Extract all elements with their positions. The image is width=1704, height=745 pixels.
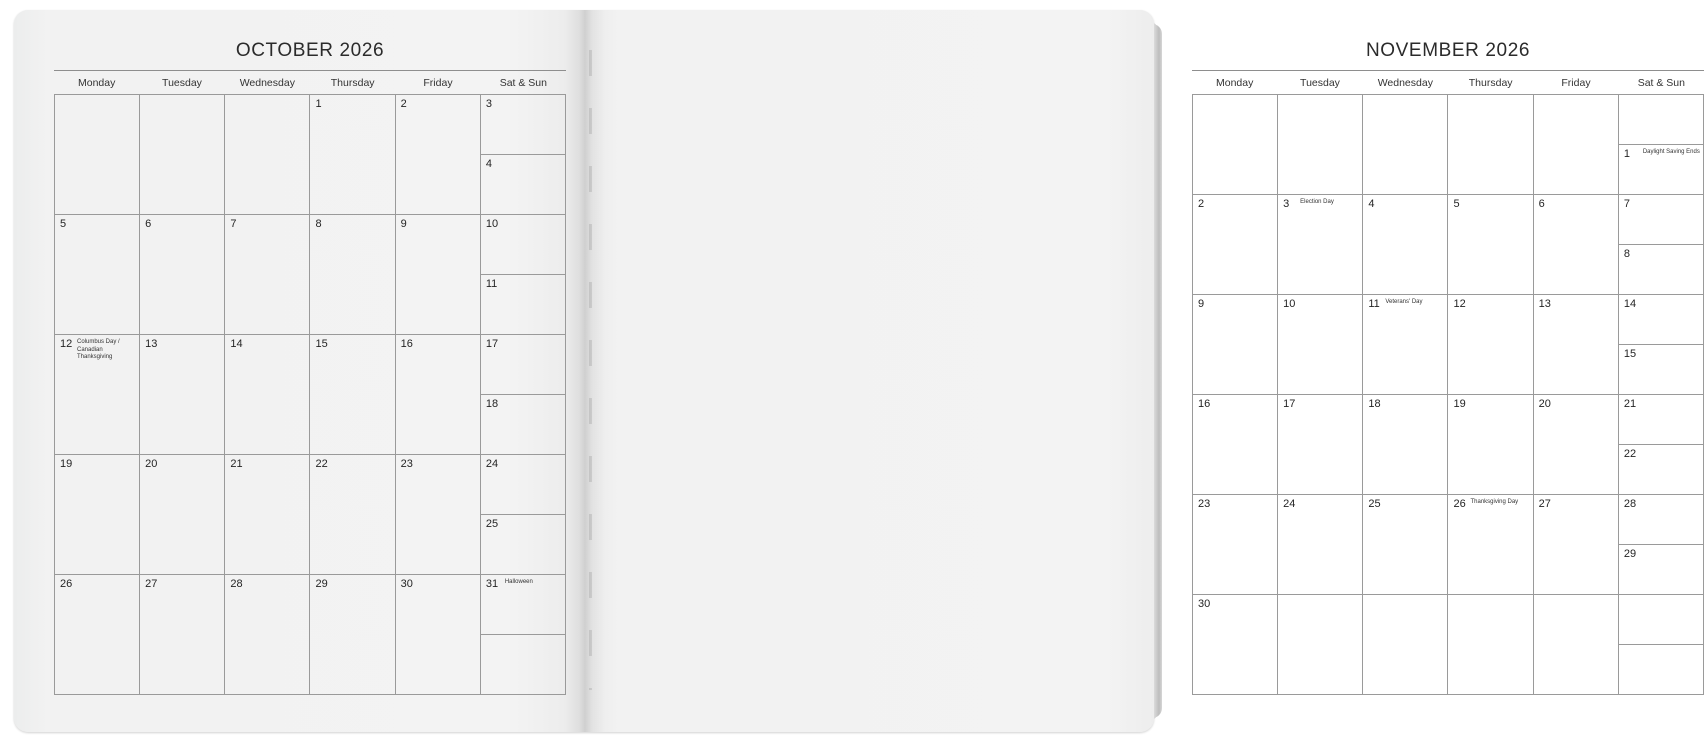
saturday-half-cell[interactable] (1619, 295, 1703, 345)
sunday-half-cell[interactable] (481, 155, 565, 215)
day-cell[interactable] (1278, 495, 1363, 595)
day-cell[interactable] (140, 335, 225, 455)
day-cell[interactable] (1448, 495, 1533, 595)
day-cell[interactable] (1534, 295, 1619, 395)
day-number: 3 (1283, 198, 1290, 210)
day-cell[interactable] (1363, 495, 1448, 595)
day-cell[interactable] (1278, 295, 1363, 395)
day-number: 13 (145, 338, 158, 350)
day-number: 14 (1623, 298, 1637, 310)
day-number: 7 (230, 218, 237, 230)
day-number: 2 (400, 98, 407, 110)
saturday-half-cell[interactable] (481, 455, 565, 515)
day-number: 18 (1368, 398, 1381, 410)
day-number: 9 (1198, 298, 1205, 310)
month-block-october (54, 40, 566, 695)
weekend-cell[interactable] (1619, 295, 1704, 395)
day-cell[interactable] (225, 455, 310, 575)
saturday-half-cell[interactable] (1619, 195, 1703, 245)
day-number: 3 (485, 98, 492, 110)
day-cell[interactable] (55, 215, 140, 335)
day-cell[interactable] (1193, 595, 1278, 695)
day-cell[interactable] (140, 455, 225, 575)
weekend-cell[interactable] (481, 95, 566, 215)
day-cell[interactable] (396, 215, 481, 335)
weekend-cell[interactable] (1619, 395, 1704, 495)
day-number: 4 (1368, 198, 1375, 210)
weekday-header-tuesday: Tuesday (1300, 77, 1340, 89)
day-number: 19 (60, 458, 73, 470)
weekday-header-friday: Friday (1561, 77, 1591, 89)
day-number: 27 (145, 578, 158, 590)
day-number: 28 (1623, 498, 1637, 510)
saturday-half-cell[interactable] (1619, 395, 1703, 445)
day-cell[interactable] (310, 575, 395, 695)
day-event-label: Thanksgiving Day (1470, 499, 1519, 505)
month-block-november (1192, 40, 1704, 695)
right-page (584, 10, 1700, 732)
month-title-left: OCTOBER 2026 (235, 40, 385, 61)
day-number: 19 (1453, 398, 1466, 410)
saturday-half-cell[interactable] (481, 335, 565, 395)
day-number: 25 (1368, 498, 1381, 510)
day-cell[interactable] (225, 95, 310, 215)
day-number: 20 (145, 458, 158, 470)
day-cell[interactable] (1278, 195, 1363, 295)
day-number: 31 (485, 578, 499, 590)
saturday-half-cell[interactable] (481, 575, 565, 635)
weekend-cell[interactable] (481, 575, 566, 695)
day-number: 20 (1538, 398, 1551, 410)
day-cell[interactable] (396, 335, 481, 455)
day-cell[interactable] (1363, 195, 1448, 295)
weekend-cell[interactable] (1619, 495, 1704, 595)
weekday-header-wednesday: Wednesday (239, 77, 295, 89)
sunday-half-cell[interactable] (481, 395, 565, 455)
day-cell[interactable] (1534, 495, 1619, 595)
day-number: 8 (315, 218, 322, 230)
day-cell[interactable] (396, 455, 481, 575)
day-cell[interactable] (55, 575, 140, 695)
sunday-half-cell[interactable] (1619, 445, 1703, 495)
day-number: 28 (230, 578, 243, 590)
day-cell[interactable] (140, 215, 225, 335)
day-number: 10 (1283, 298, 1296, 310)
day-cell[interactable] (1363, 595, 1448, 695)
day-cell[interactable] (55, 95, 140, 215)
day-cell[interactable] (1193, 95, 1278, 195)
day-cell[interactable] (310, 215, 395, 335)
weekend-cell[interactable] (481, 455, 566, 575)
month-title-right: NOVEMBER 2026 (1365, 40, 1531, 61)
sunday-half-cell[interactable] (481, 635, 565, 695)
calendar-grid-november (1192, 94, 1704, 695)
weekend-cell[interactable] (1619, 95, 1704, 195)
day-number: 5 (1453, 198, 1460, 210)
day-number: 8 (1623, 247, 1630, 260)
day-event-label: Halloween (504, 579, 533, 585)
day-number: 29 (315, 578, 328, 590)
weekday-header-tuesday: Tuesday (162, 77, 202, 89)
day-cell[interactable] (1193, 495, 1278, 595)
day-number: 6 (145, 218, 152, 230)
sunday-half-cell[interactable] (1619, 145, 1703, 195)
weekday-header-sat-sun: Sat & Sun (499, 77, 547, 89)
day-cell[interactable] (55, 335, 140, 455)
day-event-label: Election Day (1300, 199, 1334, 205)
day-number: 21 (230, 458, 243, 470)
weekday-header-monday: Monday (77, 77, 116, 89)
weekday-header-wednesday: Wednesday (1377, 77, 1433, 89)
day-cell[interactable] (55, 455, 140, 575)
day-cell[interactable] (1363, 395, 1448, 495)
day-cell[interactable] (1534, 195, 1619, 295)
day-cell[interactable] (1363, 95, 1448, 195)
weekday-header-friday: Friday (423, 77, 453, 89)
sunday-half-cell[interactable] (481, 275, 565, 335)
day-number: 17 (485, 338, 499, 350)
day-number: 22 (1623, 447, 1637, 460)
day-number: 30 (1198, 598, 1211, 610)
day-number: 23 (1198, 498, 1211, 510)
saturday-half-cell[interactable] (1619, 495, 1703, 545)
day-cell[interactable] (310, 335, 395, 455)
day-cell[interactable] (1193, 395, 1278, 495)
day-number: 29 (1623, 547, 1637, 560)
day-number: 10 (485, 218, 499, 230)
day-cell[interactable] (1448, 295, 1533, 395)
weekend-cell[interactable] (481, 215, 566, 335)
saturday-half-cell[interactable] (1619, 95, 1703, 145)
day-cell[interactable] (1278, 395, 1363, 495)
weekday-header-monday: Monday (1215, 77, 1254, 89)
day-cell[interactable] (225, 335, 310, 455)
day-number: 23 (400, 458, 413, 470)
day-number: 17 (1283, 398, 1296, 410)
day-number: 26 (60, 578, 73, 590)
day-number: 7 (1623, 198, 1630, 210)
day-number: 6 (1538, 198, 1545, 210)
day-cell[interactable] (140, 95, 225, 215)
sunday-half-cell[interactable] (481, 515, 565, 575)
day-event-label: Columbus Day / Canadian Thanksgiving (77, 339, 120, 360)
day-cell[interactable] (1534, 595, 1619, 695)
weekday-header-thursday: Thursday (1468, 77, 1513, 89)
sunday-half-cell[interactable] (1619, 245, 1703, 295)
day-number: 11 (1368, 298, 1380, 310)
day-cell[interactable] (310, 455, 395, 575)
day-cell[interactable] (1534, 95, 1619, 195)
day-event-label: Veterans' Day (1385, 299, 1423, 305)
day-number: 16 (400, 338, 413, 350)
day-number: 15 (315, 338, 328, 350)
day-cell[interactable] (140, 575, 225, 695)
day-number: 16 (1198, 398, 1211, 410)
day-number: 11 (485, 277, 498, 290)
day-number: 22 (315, 458, 328, 470)
day-cell[interactable] (396, 575, 481, 695)
day-number: 24 (1283, 498, 1296, 510)
day-cell[interactable] (1448, 195, 1533, 295)
day-number: 15 (1623, 347, 1637, 360)
weekday-header-row-left (54, 71, 566, 94)
sunday-half-cell[interactable] (1619, 645, 1703, 695)
weekend-cell[interactable] (1619, 595, 1704, 695)
day-number: 12 (60, 338, 73, 350)
day-cell[interactable] (1193, 295, 1278, 395)
day-number: 4 (485, 157, 492, 170)
weekday-header-row-right (1192, 71, 1704, 94)
day-event-label: Daylight Saving Ends (1642, 148, 1700, 155)
day-cell[interactable] (225, 215, 310, 335)
day-cell[interactable] (1448, 595, 1533, 695)
day-number: 14 (230, 338, 243, 350)
day-number: 9 (400, 218, 407, 230)
weekday-header-sat-sun: Sat & Sun (1637, 77, 1685, 89)
sunday-half-cell[interactable] (1619, 345, 1703, 395)
day-number: 30 (400, 578, 413, 590)
day-number: 27 (1538, 498, 1551, 510)
day-cell[interactable] (1448, 395, 1533, 495)
notebook-body (14, 10, 1700, 732)
day-number: 21 (1623, 398, 1637, 410)
day-number: 13 (1538, 298, 1551, 310)
day-number: 12 (1453, 298, 1466, 310)
day-number: 1 (1623, 147, 1630, 160)
weekend-cell[interactable] (1619, 195, 1704, 295)
day-cell[interactable] (1363, 295, 1448, 395)
calendar-grid-october (54, 94, 566, 695)
day-number: 25 (485, 517, 499, 530)
saturday-half-cell[interactable] (1619, 595, 1703, 645)
day-cell[interactable] (1534, 395, 1619, 495)
day-cell[interactable] (1278, 595, 1363, 695)
day-cell[interactable] (1448, 95, 1533, 195)
left-page (14, 10, 584, 732)
day-number: 1 (315, 98, 322, 110)
day-number: 26 (1453, 498, 1466, 510)
day-number: 5 (60, 218, 67, 230)
saturday-half-cell[interactable] (481, 95, 565, 155)
day-cell[interactable] (310, 95, 395, 215)
saturday-half-cell[interactable] (481, 215, 565, 275)
day-number: 24 (485, 458, 499, 470)
day-cell[interactable] (396, 95, 481, 215)
day-cell[interactable] (1278, 95, 1363, 195)
day-cell[interactable] (225, 575, 310, 695)
day-number: 18 (485, 397, 499, 410)
day-number: 2 (1198, 198, 1205, 210)
day-cell[interactable] (1193, 195, 1278, 295)
weekend-cell[interactable] (481, 335, 566, 455)
sunday-half-cell[interactable] (1619, 545, 1703, 595)
weekday-header-thursday: Thursday (330, 77, 375, 89)
